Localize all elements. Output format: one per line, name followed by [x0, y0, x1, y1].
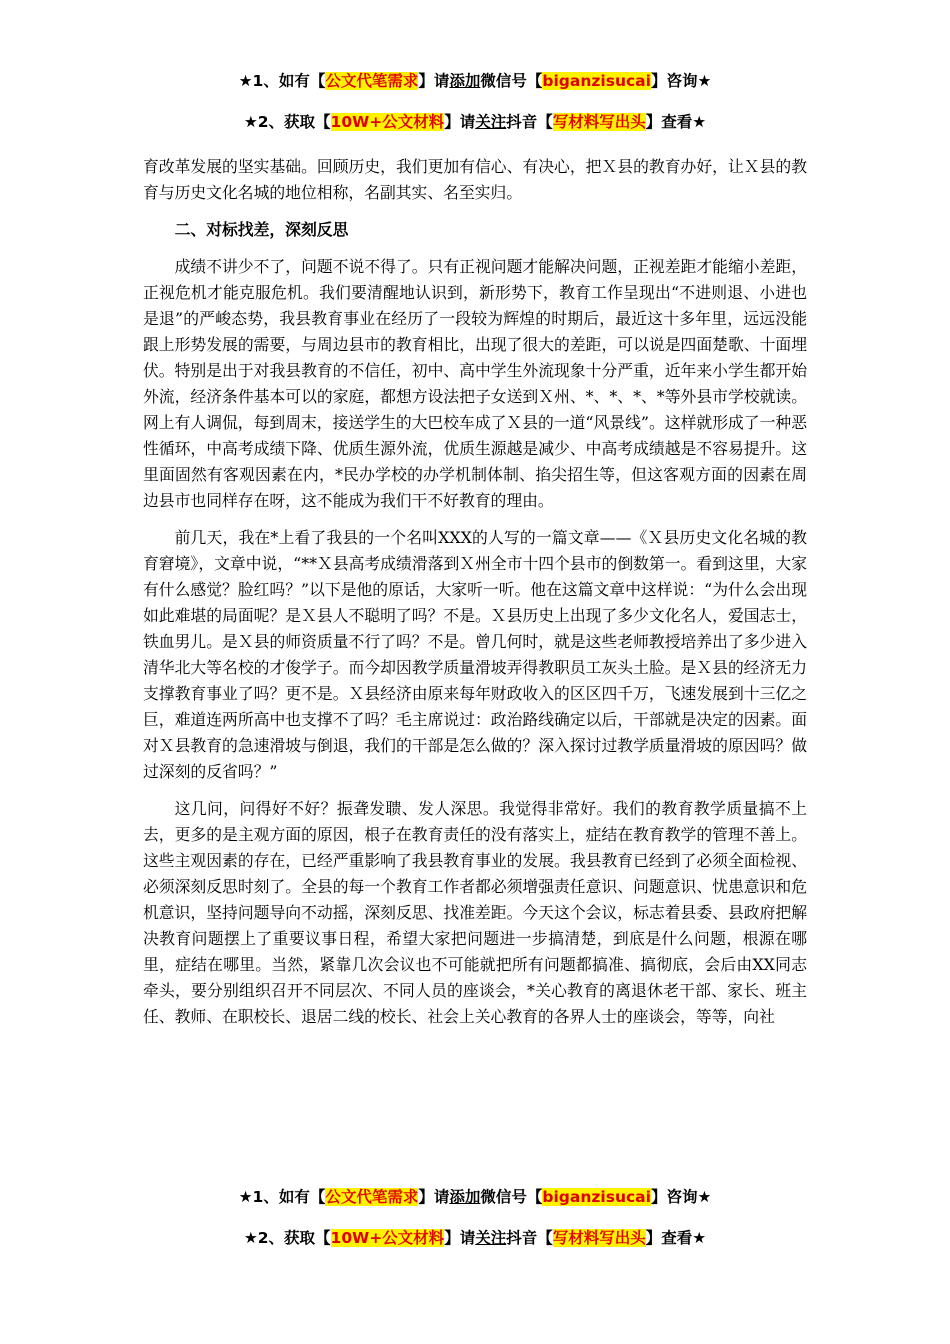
footer-ad-line-2: ★2、获取【10W+公文材料】请关注抖音【写材料写出头】查看★	[243, 1229, 707, 1247]
highlight-douyin-id: 写材料写出头	[552, 113, 646, 131]
header-ad-line-1: ★1、如有【公文代笔需求】请添加微信号【biganzisucai】咨询★	[238, 72, 712, 90]
highlight-materials: 10W+公文材料	[330, 113, 445, 131]
paragraph-continued: 育改革发展的坚实基础。回顾历史，我们更加有信心、有决心，把Ｘ县的教育办好，让Ｘ县的教育与历史文化名城的地位相称，名副其实、名至实归。	[143, 157, 807, 202]
highlight-wechat-id: biganzisucai	[542, 72, 651, 90]
header-ad-line-2: ★2、获取【10W+公文材料】请关注抖音【写材料写出头】查看★	[243, 113, 707, 131]
highlight-service: 公文代笔需求	[325, 72, 419, 90]
paragraph-1: 成绩不讲少不了，问题不说不得了。只有正视问题才能解决问题，正视差距才能缩小差距，正视危机才能克服危机。我们要清醒地认识到，新形势下，教育工作呈现出“不进则退、小进也是退”的严峻态势，我县教育事业在经历了一段较为辉煌的时期后，最近这十多年里，远远没能跟上形势发展的需要，与周边县市的教育相比，出现了很大的差距，可以说是四面楚歌、十面埋伏。特别是出于对我县教育的不信任，初中、高中学生外流现象十分严重，近年来小学生都开始外流，经济条件基本可以的家庭，都想方设法把子女送到Ｘ州、*、*、*、*等外县市学校就读。网上有人调侃，每到周末，接送学生的大巴校车成了Ｘ县的一道“风景线”。这样就形成了一种恶性循环，中高考成绩下降、优质生源外流，优质生源越是减少、中高考成绩越是不容易提升。这里面固然有客观因素在内，*民办学校的办学机制体制、掐尖招生等，但这客观方面的因素在周边县市也同样存在呀，这不能成为我们干不好教育的理由。	[143, 257, 807, 510]
paragraph-2: 前几天，我在*上看了我县的一个名叫XXX的人写的一篇文章——《Ｘ县历史文化名城的教育窘境》，文章中说，“**Ｘ县高考成绩滑落到Ｘ州全市十四个县市的倒数第一。看到这里，大家有什么感觉？脸红吗？”以下是他的原话，大家听一听。他在这篇文章中这样说：“为什么会出现如此难堪的局面呢？是Ｘ县人不聪明了吗？不是。Ｘ县历史上出现了多少文化名人，爱国志士，铁血男儿。是Ｘ县的师资质量不行了吗？不是。曾几何时，就是这些老师教授培养出了多少进入清华北大等名校的才俊学子。而今却因教学质量滑坡弄得教职员工灰头土脸。是Ｘ县的经济无力支撑教育事业了吗？更不是。Ｘ县经济由原来每年财政收入的区区四千万，飞速发展到十三亿之巨，难道连两所高中也支撑不了吗？毛主席说过：政治路线确定以后，干部就是决定的因素。面对Ｘ县教育的急速滑坡与倒退，我们的干部是怎么做的？深入探讨过教学质量滑坡的原因吗？做过深刻的反省吗？”	[143, 528, 807, 781]
paragraph-3: 这几问，问得好不好？振聋发聩、发人深思。我觉得非常好。我们的教育教学质量搞不上去，更多的是主观方面的原因，根子在教育责任的没有落实上，症结在教育教学的管理不善上。这些主观因素的存在，已经严重影响了我县教育事业的发展。我县教育已经到了必须全面检视、必须深刻反思时刻了。全县的每一个教育工作者都必须增强责任意识、问题意识、忧患意识和危机意识，坚持问题导向不动摇，深刻反思、找准差距。今天这个会议，标志着县委、县政府把解决教育问题摆上了重要议事日程，希望大家把问题进一步搞清楚，到底是什么问题，根源在哪里，症结在哪里。当然，紧靠几次会议也不可能就把所有问题都搞准、搞彻底，会后由XX同志牵头，要分别组织召开不同层次、不同人员的座谈会，*关心教育的离退休老干部、家长、班主任、教师、在职校长、退居二线的校长、社会上关心教育的各界人士的座谈会，等等，向社	[143, 799, 807, 1026]
document-body	[143, 154, 807, 1041]
footer-ad-line-1: ★1、如有【公文代笔需求】请添加微信号【biganzisucai】咨询★	[238, 1188, 712, 1206]
section-heading: 二、对标找差，深刻反思	[174, 220, 349, 239]
